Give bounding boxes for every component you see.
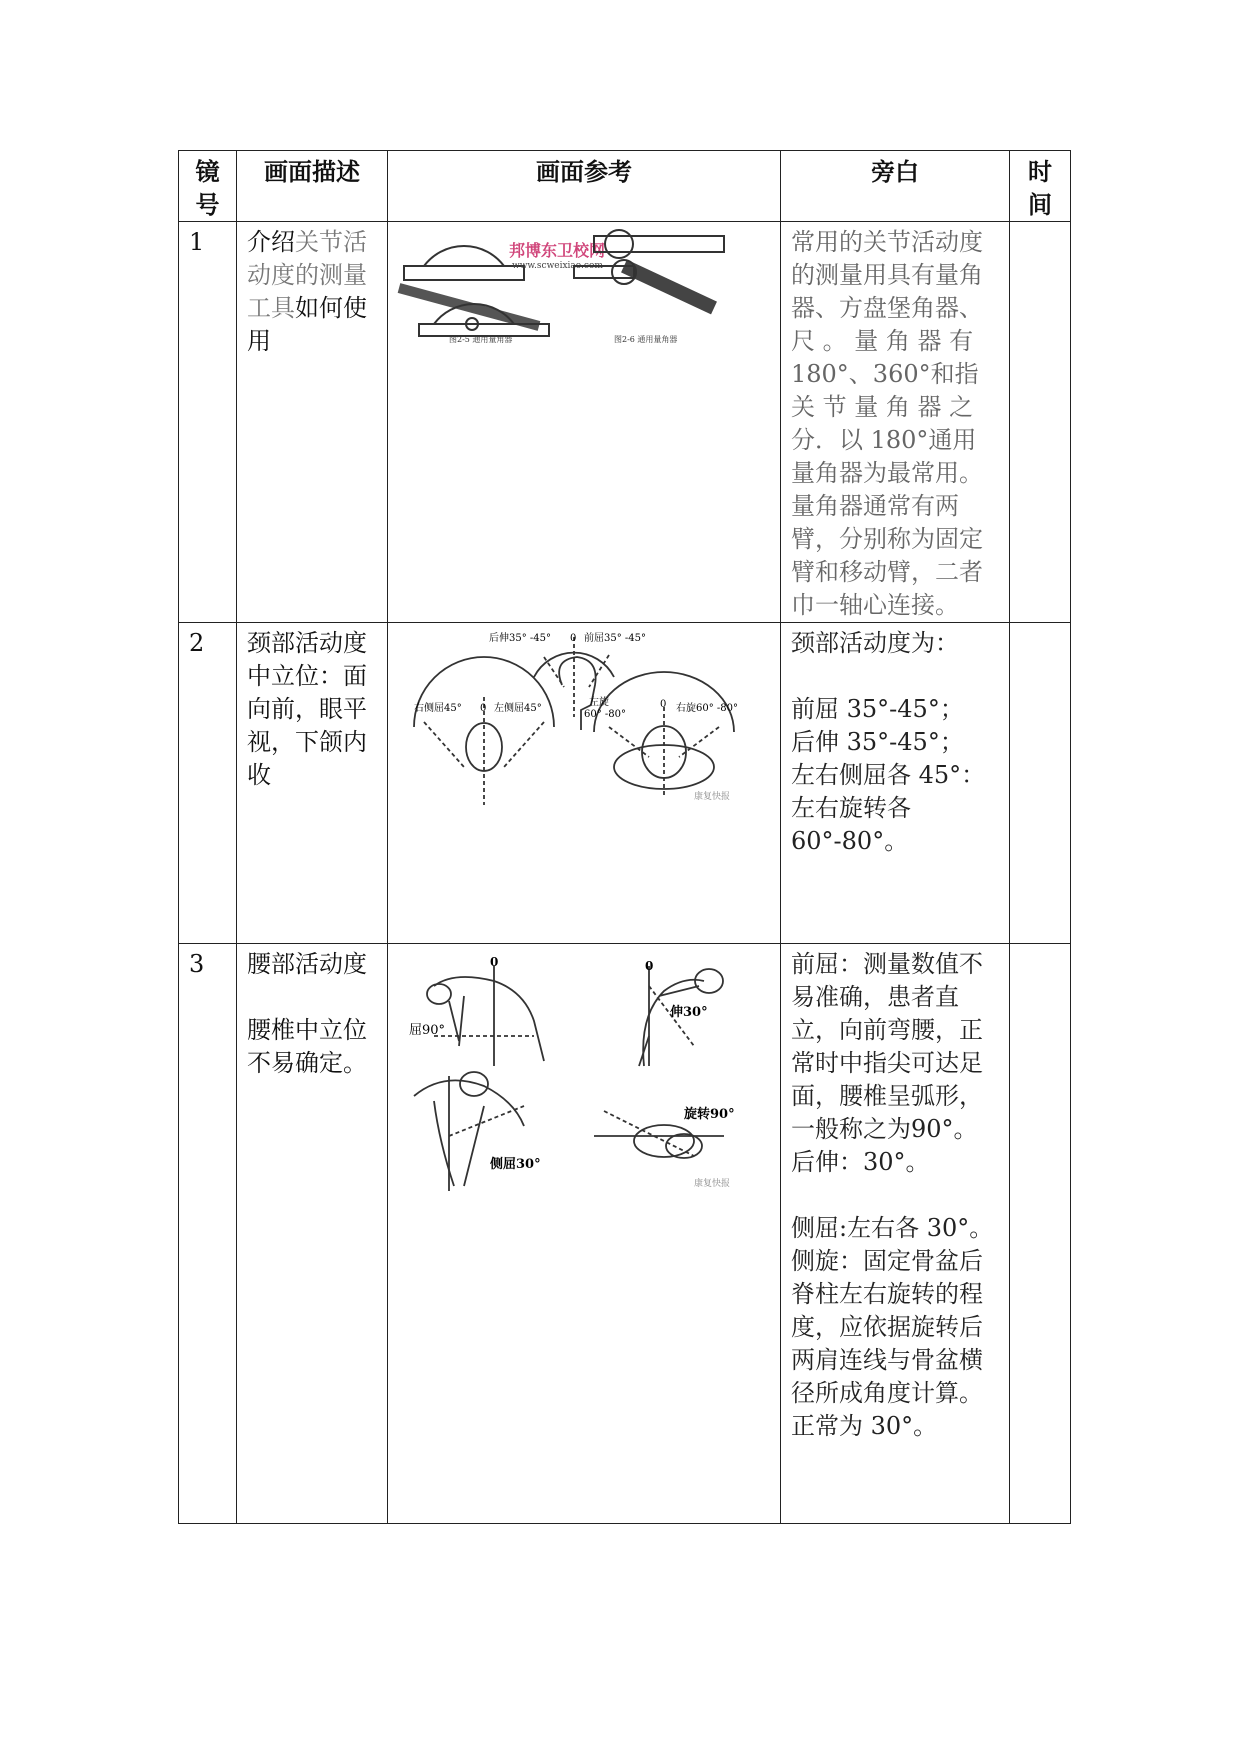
desc-text-a: 介绍 bbox=[247, 228, 295, 256]
narration-line: 后伸 35°-45°； bbox=[791, 728, 964, 756]
label-zero-extension: 0 bbox=[645, 959, 654, 973]
narration-cell: 常用的关节活动度的测量用具有量角器、方盘堡角器、尺 。 量 角 器 有180°、360°和指关 节 量 角 器 之分．以 180°通用量角器为最常用。量角器通常有两臂，分别称为固定臂和移动臂，二者巾一轴心连接。 bbox=[781, 222, 1010, 623]
header-description: 画面描述 bbox=[237, 151, 388, 222]
narration-line: 左右侧屈各 45°： bbox=[791, 761, 986, 789]
neck-motion-figure bbox=[394, 627, 774, 807]
label-flexion: 前屈35° -45° bbox=[584, 633, 647, 644]
label-rotation-90: 旋转90° bbox=[684, 1107, 735, 1122]
narration-paragraph-2: 侧屈:左右各 30°。侧旋：固定骨盆后脊柱左右旋转的程度，应依据旋转后两肩连线与骨盆横径所成角度计算。正常为 30°。 bbox=[791, 1214, 994, 1440]
table-row bbox=[179, 623, 1071, 944]
shot-number: 1 bbox=[179, 222, 237, 623]
label-extension: 后伸35° -45° bbox=[489, 633, 552, 644]
storyboard-table bbox=[178, 150, 1071, 1524]
narration-line: 前屈 35°-45°； bbox=[791, 695, 964, 723]
time-cell bbox=[1010, 222, 1071, 623]
lateral-flexion-figure-drawing bbox=[414, 1072, 524, 1191]
header-reference: 画面参考 bbox=[388, 151, 781, 222]
time-cell bbox=[1010, 944, 1071, 1524]
reference-cell bbox=[388, 944, 781, 1524]
logo-text: 康复快报 bbox=[694, 1179, 731, 1189]
reference-cell bbox=[388, 623, 781, 944]
watermark-text: 邦博东卫校网 bbox=[509, 241, 606, 260]
label-zero-1: 0 bbox=[570, 633, 577, 644]
label-rotation-left-value: 60° -80° bbox=[584, 709, 627, 720]
label-right-lateral: 右侧屈45° bbox=[414, 703, 462, 714]
narration-title: 颈部活动度为： bbox=[791, 629, 959, 657]
shot-description bbox=[237, 222, 388, 623]
shot-number: 3 bbox=[179, 944, 237, 1524]
narration-line: 左右旋转各 60°-80°。 bbox=[791, 794, 911, 855]
front-head-drawing bbox=[414, 657, 554, 727]
header-row bbox=[179, 151, 1071, 222]
lumbar-motion-figure bbox=[394, 956, 774, 1196]
table-row bbox=[179, 944, 1071, 1524]
time-cell bbox=[1010, 623, 1071, 944]
flexion-figure-drawing bbox=[427, 966, 544, 1066]
label-flexion-90: 屈90° bbox=[409, 1023, 446, 1038]
reference-cell bbox=[388, 222, 781, 623]
label-zero-2: 0 bbox=[480, 703, 487, 714]
label-extension-30: 伸30° bbox=[670, 1005, 708, 1020]
narration-paragraph-1: 前屈：测量数值不易准确，患者直立，向前弯腰，正常时中指尖可达足面，腰椎呈弧形，一般称之为90°。后伸：30°。 bbox=[791, 950, 983, 1176]
narration-cell bbox=[781, 944, 1010, 1524]
label-rotation-right: 右旋60° -80° bbox=[676, 703, 739, 714]
shot-description bbox=[237, 944, 388, 1524]
header-narration: 旁白 bbox=[781, 151, 1010, 222]
protractor-figure bbox=[394, 226, 774, 346]
label-lateral-30: 侧屈30° bbox=[490, 1157, 541, 1172]
logo-text: 康复快报 bbox=[694, 792, 731, 802]
shot-description: 颈部活动度中立位：面向前，眼平视，下颌内收 bbox=[237, 623, 388, 944]
narration-cell bbox=[781, 623, 1010, 944]
desc-text-c: 如何使用 bbox=[247, 294, 367, 355]
desc-line-2: 腰椎中立位不易确定。 bbox=[247, 1016, 367, 1077]
label-zero-flexion: 0 bbox=[490, 956, 499, 969]
desc-text-b: 关节活动度的测量工具 bbox=[247, 228, 367, 322]
figure-caption-1: 图2-5 通用量角器 bbox=[449, 335, 513, 344]
watermark-url: www.scweixiao.com bbox=[512, 261, 603, 271]
header-time: 时间 bbox=[1010, 151, 1071, 222]
figure-caption-2: 图2-6 通用量角器 bbox=[614, 335, 678, 344]
shot-number: 2 bbox=[179, 623, 237, 944]
table-row bbox=[179, 222, 1071, 623]
label-left-lateral: 左侧屈45° bbox=[494, 703, 542, 714]
label-rotation-left: 左旋 bbox=[589, 697, 609, 708]
label-zero-3: 0 bbox=[660, 699, 667, 710]
desc-line-1: 腰部活动度 bbox=[247, 950, 367, 978]
header-shot-number: 镜号 bbox=[179, 151, 237, 222]
